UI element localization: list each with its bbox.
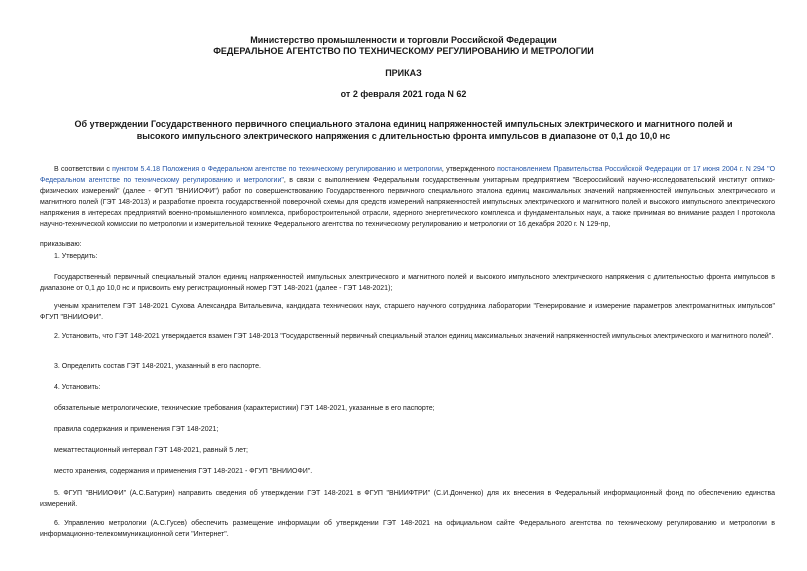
- item-1-custodian: ученым хранителем ГЭТ 148-2021 Сухова Александра Витальевича, кандидата технических наук, старшего научного сотрудника лаборатории "Генерирование и измерение параметров электромагнитных импульсов" ФГУП "ВНИИОФИ".: [40, 303, 775, 321]
- preamble-text-2: , утвержденного: [441, 166, 498, 173]
- government-decree-link[interactable]: постановлением Правительства Российской Федерации от 17 июня 2004 г. N 294 "О Федеральном агентстве по техническому регулированию и метрологии": [40, 166, 776, 184]
- item-4-requirements: обязательные метрологические, технические требования (характеристики) ГЭТ 148-2021, указанные в его паспорте;: [54, 405, 435, 412]
- ministry-heading: Министерство промышленности и торговли Российской Федерации: [250, 35, 557, 45]
- item-6: 6. Управлению метрологии (А.С.Гусев) обеспечить размещение информации об утверждении ГЭТ 148-2021 на официальном сайте Федерального агентства по техническому регулированию и метрологии в информационно-телекоммуникационной сети "Интернет".: [40, 520, 775, 538]
- item-4-rules: правила содержания и применения ГЭТ 148-2021;: [54, 426, 219, 433]
- regulation-link[interactable]: пунктом 5.4.18 Положения о Федеральном агентстве по техническому регулированию и метрологии: [112, 166, 442, 173]
- date-number: от 2 февраля 2021 года N 62: [340, 89, 467, 99]
- preamble-text-1: В соответствии с: [54, 166, 113, 173]
- item-5: 5. ФГУП "ВНИИОФИ" (А.С.Батурин) направить сведения об утверждении ГЭТ 148-2021 в ФГУП "ВНИИФТРИ" (С.И.Донченко) для их внесения в Федеральный информационный фонд по обеспечению единства измерений.: [40, 490, 775, 508]
- preamble-text-3: , в связи с выполнением Федеральным государственным унитарным предприятием "Всероссийский научно-исследовательский институт оптико-физических измерений" (далее - ФГУП "ВНИИОФИ") работ по совершенствованию Государственного первичного специального эталона единиц максимальных значений напряженностей импульсных электрического и магнитного полей (ГЭТ 148-2013) и разработке проекта государственной поверочной схемы для средств измерений напряженностей импульсных электрического и магнитного полей и высокого импульсного электрического напряжения в интересах предприятий военно-промышленного комплекса, приборостроительной отрасли, ядерного энергетического комплекса и фундаментальных наук, а также принимая во внимание раздел I протокола научно-технической комиссии по метрологии и измерительной технике Федерального агентства по техническому регулированию и метрологии от 16 декабря 2020 г. N 129-пр,: [40, 177, 775, 228]
- document-title: Об утверждении Государственного первичного специального эталона единиц напряженностей импульсных электрического и магнитного полей и высокого импульсного электрического напряжения с длительностью фронта импульсов в диапазоне от 0,1 до 10,0 нс: [74, 119, 733, 141]
- item-1-heading: 1. Утвердить:: [54, 253, 98, 260]
- item-4-interval: межаттестационный интервал ГЭТ 148-2021, равный 5 лет;: [54, 447, 248, 454]
- agency-heading: ФЕДЕРАЛЬНОЕ АГЕНТСТВО ПО ТЕХНИЧЕСКОМУ РЕГУЛИРОВАНИЮ И МЕТРОЛОГИИ: [213, 46, 594, 56]
- item-3: 3. Определить состав ГЭТ 148-2021, указанный в его паспорте.: [54, 363, 261, 370]
- item-1-standard: Государственный первичный специальный эталон единиц напряженностей импульсных электрического и магнитного полей и высокого импульсного электрического напряжения с длительностью фронта импульсов в диапазоне от 0,1 до 10,0 нс и присвоить ему регистрационный номер ГЭТ 148-2021 (далее - ГЭТ 148-2021);: [40, 274, 775, 292]
- item-2: 2. Установить, что ГЭТ 148-2021 утверждается взамен ГЭТ 148-2013 "Государственный первичный специальный эталон единиц максимальных значений напряженностей импульсных электрического и магнитного полей".: [54, 333, 774, 340]
- doc-type-heading: ПРИКАЗ: [385, 68, 422, 78]
- preamble: [40, 164, 775, 230]
- order-word: приказываю:: [40, 241, 82, 248]
- item-4-heading: 4. Установить:: [54, 384, 101, 391]
- item-4-location: место хранения, содержания и применения ГЭТ 148-2021 - ФГУП "ВНИИОФИ".: [54, 468, 313, 475]
